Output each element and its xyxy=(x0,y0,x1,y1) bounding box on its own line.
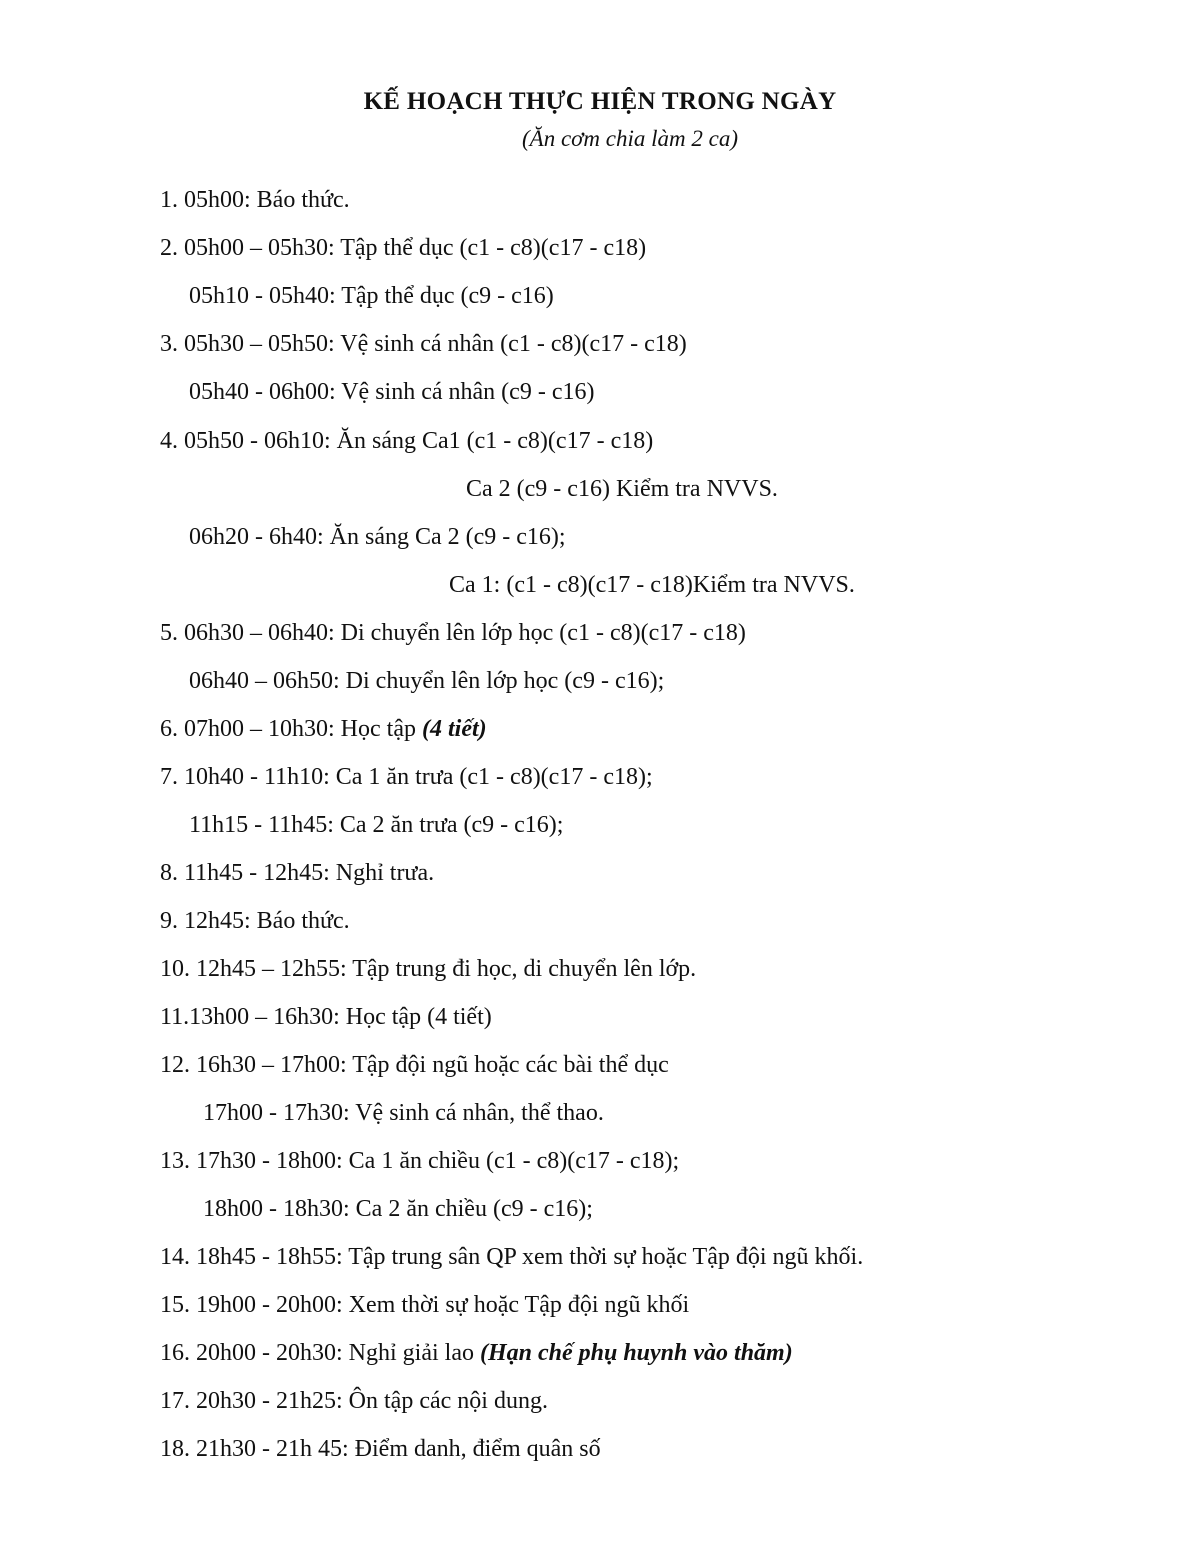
schedule-line xyxy=(160,1386,548,1416)
schedule-line xyxy=(160,858,434,888)
document-title: KẾ HOẠCH THỰC HIỆN TRONG NGÀY xyxy=(363,88,837,115)
schedule-line xyxy=(189,281,554,311)
schedule-line-text: 2. 05h00 – 05h30: Tập thể dục (c1 - c8)(c17 - c18) xyxy=(160,235,647,261)
schedule-line xyxy=(189,810,563,840)
schedule-line xyxy=(466,474,778,504)
schedule-line xyxy=(160,1338,793,1368)
schedule-line-text: 15. 19h00 - 20h00: Xem thời sự hoặc Tập đội ngũ khối xyxy=(160,1292,690,1318)
schedule-line xyxy=(160,1146,679,1176)
schedule-line xyxy=(160,1242,863,1272)
schedule-line-text: 6. 07h00 – 10h30: Học tập xyxy=(160,716,422,742)
schedule-line-text: 16. 20h00 - 20h30: Nghỉ giải lao xyxy=(160,1340,480,1366)
schedule-line-text: 17h00 - 17h30: Vệ sinh cá nhân, thể thao. xyxy=(203,1100,604,1126)
schedule-line xyxy=(160,1290,689,1320)
schedule-line xyxy=(160,233,646,263)
schedule-line-text: 05h10 - 05h40: Tập thể dục (c9 - c16) xyxy=(189,283,554,309)
schedule-line-text: 5. 06h30 – 06h40: Di chuyển lên lớp học (c1 - c8)(c17 - c18) xyxy=(160,620,746,646)
schedule-line-text: 17. 20h30 - 21h25: Ôn tập các nội dung. xyxy=(160,1388,548,1414)
schedule-line xyxy=(189,522,566,552)
schedule-line-text: 13. 17h30 - 18h00: Ca 1 ăn chiều (c1 - c8)(c17 - c18); xyxy=(160,1148,680,1174)
schedule-line-text: 1. 05h00: Báo thức. xyxy=(160,187,350,213)
schedule-line-text: 10. 12h45 – 12h55: Tập trung đi học, di chuyển lên lớp. xyxy=(160,956,697,982)
schedule-line-text: 06h20 - 6h40: Ăn sáng Ca 2 (c9 - c16); xyxy=(189,524,566,550)
schedule-line-emphasis: (Hạn chế phụ huynh vào thăm) xyxy=(479,1340,793,1366)
schedule-line xyxy=(189,666,664,696)
schedule-line-text: 3. 05h30 – 05h50: Vệ sinh cá nhân (c1 - c8)(c17 - c18) xyxy=(160,331,687,357)
document-subtitle: (Ăn cơm chia làm 2 ca) xyxy=(521,126,739,151)
schedule-line-text: 7. 10h40 - 11h10: Ca 1 ăn trưa (c1 - c8)(c17 - c18); xyxy=(160,764,653,790)
schedule-line xyxy=(160,906,350,936)
schedule-line xyxy=(160,1050,669,1080)
schedule-line xyxy=(160,618,746,648)
schedule-line-text: 11h15 - 11h45: Ca 2 ăn trưa (c9 - c16); xyxy=(189,812,564,838)
schedule-line xyxy=(189,377,594,407)
schedule-line-text: 14. 18h45 - 18h55: Tập trung sân QP xem thời sự hoặc Tập đội ngũ khối. xyxy=(160,1244,864,1270)
schedule-line-text: 8. 11h45 - 12h45: Nghỉ trưa. xyxy=(160,860,435,886)
schedule-line xyxy=(160,426,653,456)
schedule-line xyxy=(160,1002,492,1032)
schedule-line-text: 12. 16h30 – 17h00: Tập đội ngũ hoặc các bài thể dục xyxy=(160,1052,669,1078)
schedule-line xyxy=(449,570,855,600)
schedule-line xyxy=(160,954,696,984)
schedule-line xyxy=(160,329,687,359)
schedule-line-text: 18h00 - 18h30: Ca 2 ăn chiều (c9 - c16); xyxy=(203,1196,593,1222)
schedule-line xyxy=(160,714,487,744)
schedule-line-text: 18. 21h30 - 21h 45: Điểm danh, điểm quân số xyxy=(160,1436,601,1462)
schedule-line-text: 9. 12h45: Báo thức. xyxy=(160,908,350,934)
schedule-line-text: Ca 2 (c9 - c16) Kiểm tra NVVS. xyxy=(466,476,778,502)
schedule-line-text: 11.13h00 – 16h30: Học tập (4 tiết) xyxy=(160,1004,492,1030)
schedule-line xyxy=(160,1434,601,1464)
schedule-line-text: Ca 1: (c1 - c8)(c17 - c18)Kiểm tra NVVS. xyxy=(449,572,855,598)
schedule-line-text: 4. 05h50 - 06h10: Ăn sáng Ca1 (c1 - c8)(c17 - c18) xyxy=(160,428,654,454)
schedule-line-text: 06h40 – 06h50: Di chuyển lên lớp học (c9 - c16); xyxy=(189,668,665,694)
schedule-line xyxy=(160,762,653,792)
schedule-line xyxy=(203,1098,604,1128)
schedule-line xyxy=(203,1194,593,1224)
schedule-line xyxy=(160,185,350,215)
schedule-line-text: 05h40 - 06h00: Vệ sinh cá nhân (c9 - c16) xyxy=(189,379,595,405)
schedule-line-emphasis: (4 tiết) xyxy=(421,716,487,742)
